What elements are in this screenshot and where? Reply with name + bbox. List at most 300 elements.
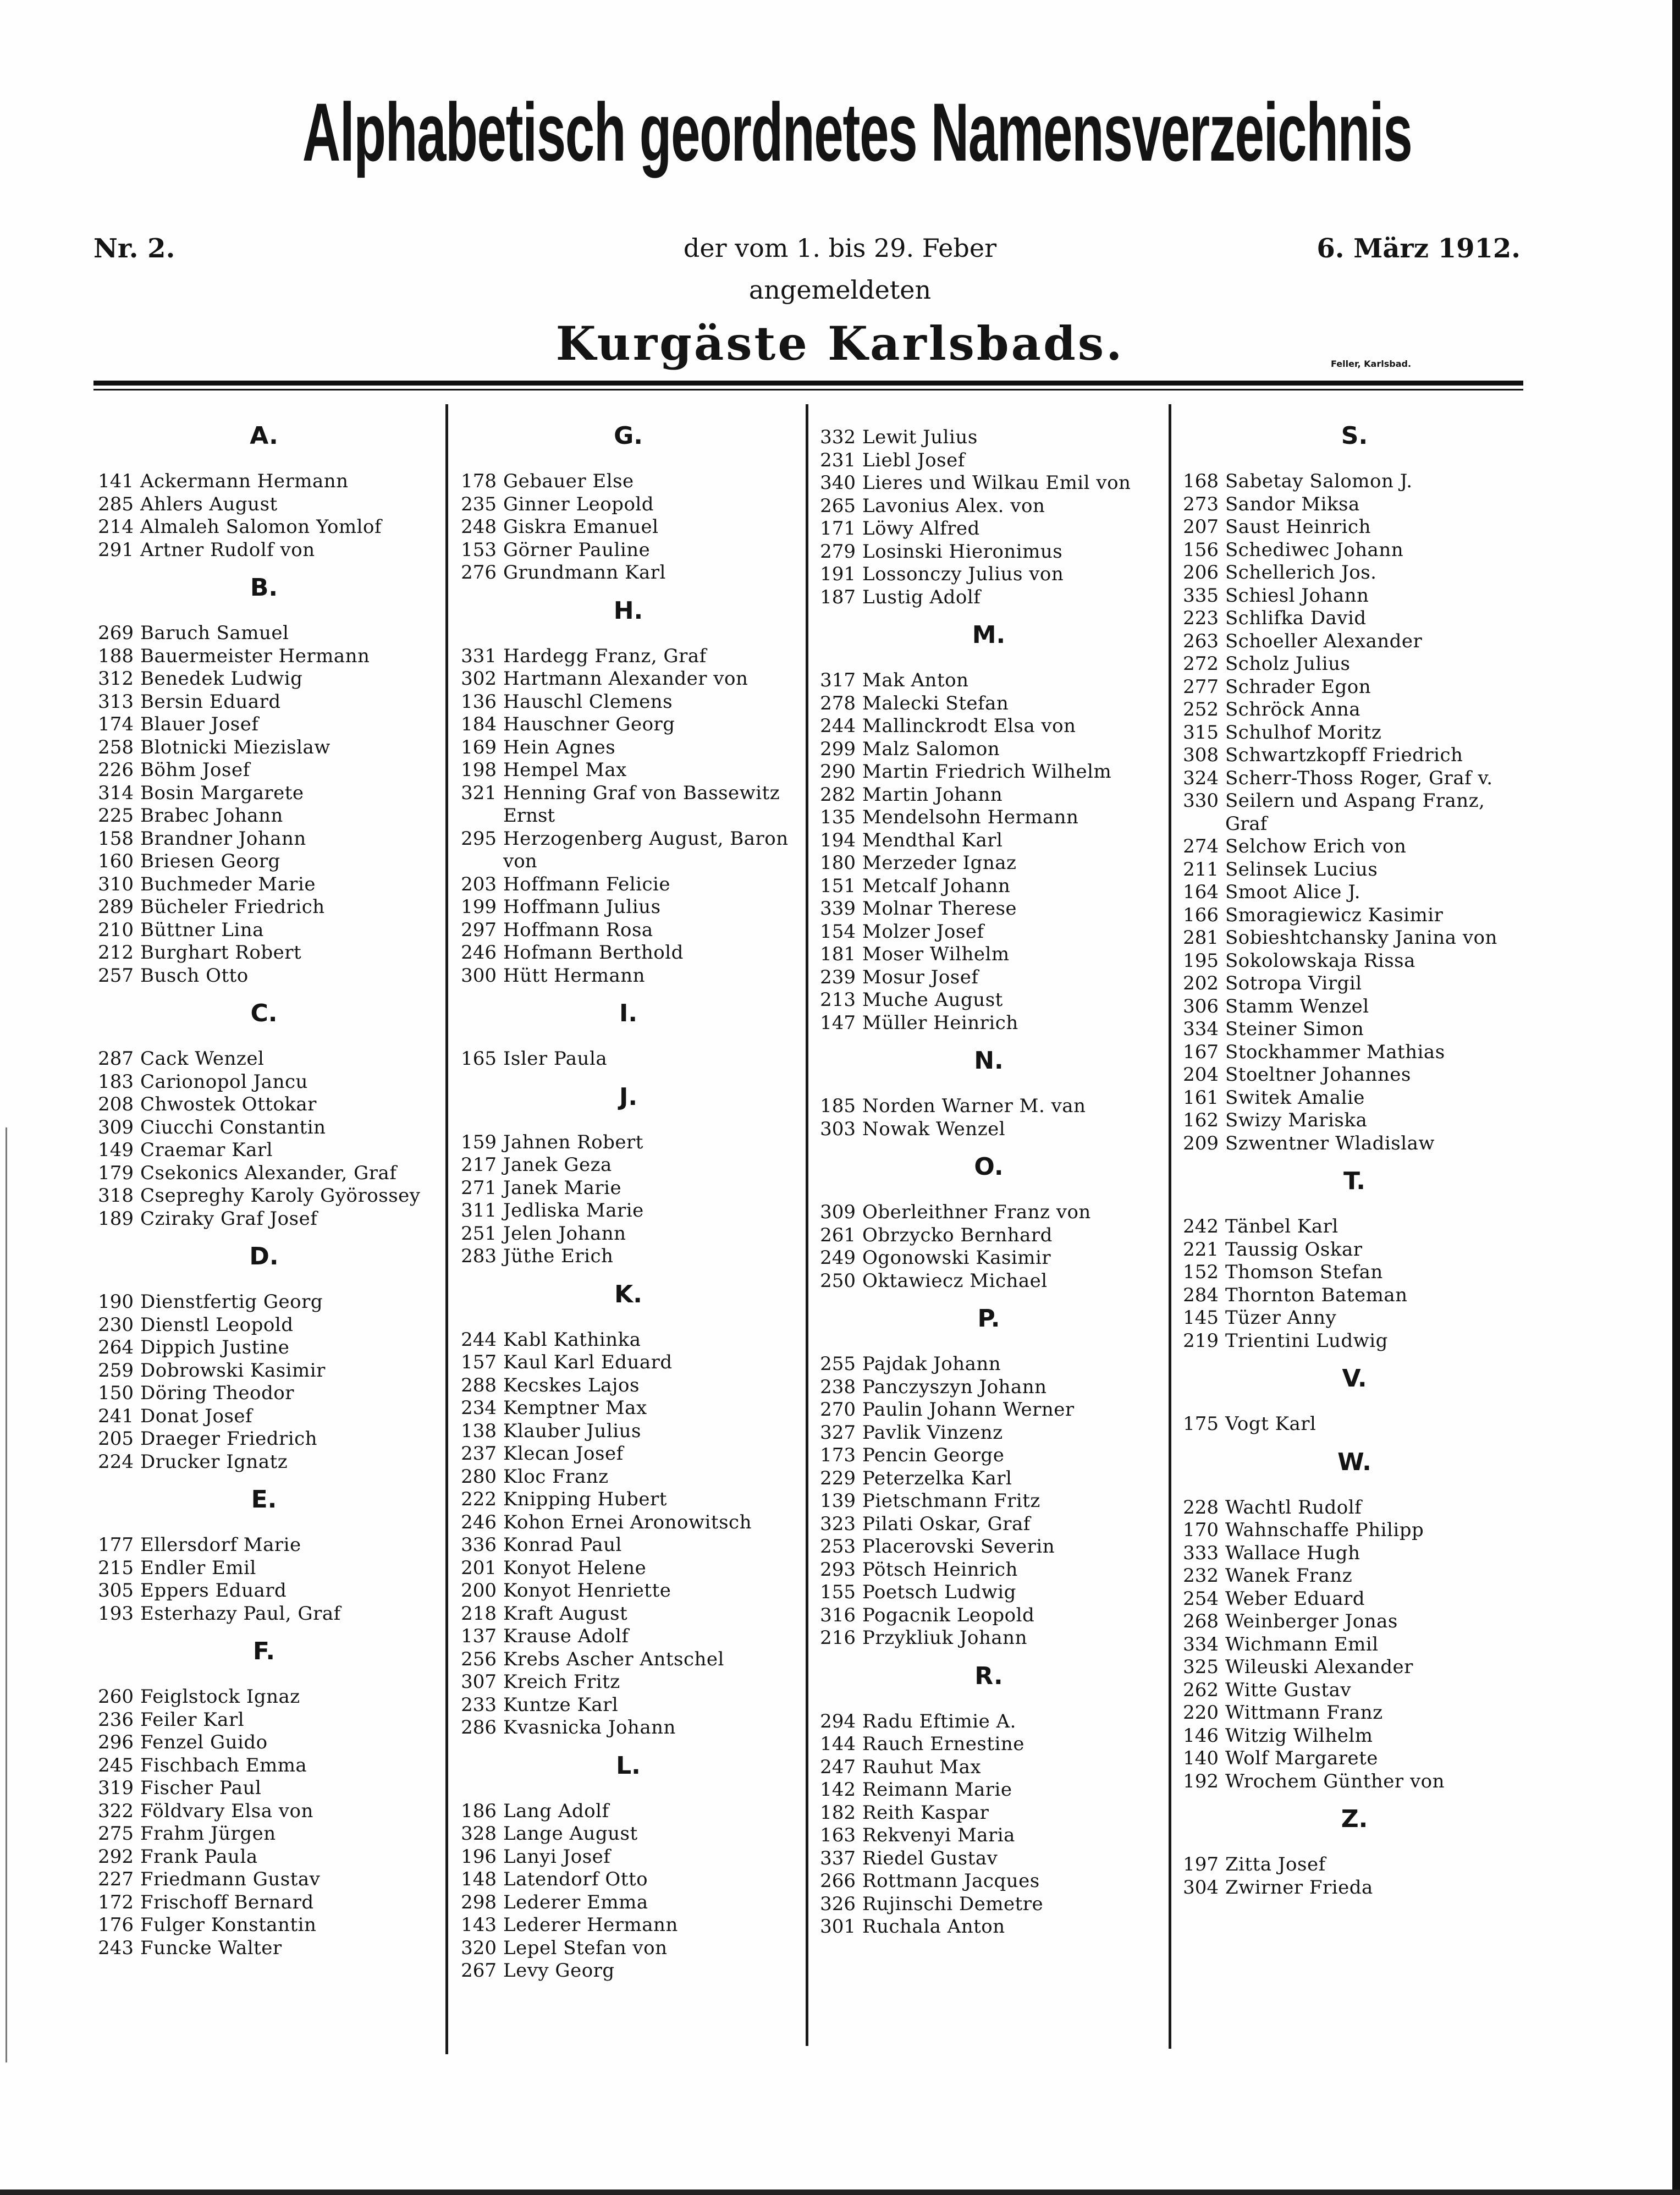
guest-entry	[1176, 1565, 1533, 1588]
guest-number: 228	[1183, 1496, 1219, 1519]
guest-entry	[454, 1131, 803, 1154]
letter-section	[454, 596, 803, 988]
guest-number: 194	[820, 829, 856, 851]
column-2	[454, 415, 803, 1983]
guest-entry	[813, 1376, 1165, 1399]
guest-number: 159	[461, 1131, 497, 1153]
guest-number: 210	[98, 918, 134, 941]
guest-number: 170	[1183, 1519, 1219, 1541]
guest-entry	[454, 1245, 803, 1268]
guest-name: Rekvenyi Maria	[862, 1824, 1015, 1846]
guest-name-continued: von	[503, 850, 537, 872]
guest-entry	[813, 1444, 1165, 1467]
guest-name: Pogacnik Leopold	[862, 1604, 1035, 1626]
guest-entry	[91, 1116, 437, 1140]
guest-entry	[813, 1756, 1165, 1779]
guest-entry	[1176, 1702, 1533, 1725]
guest-name: Schiesl Johann	[1225, 584, 1369, 607]
guest-entry	[1176, 1109, 1533, 1132]
guest-entry	[1176, 1877, 1533, 1900]
guest-entry	[454, 1177, 803, 1200]
guest-name: Vogt Karl	[1225, 1413, 1317, 1435]
guest-number: 310	[98, 873, 134, 895]
guest-entry	[91, 1185, 437, 1208]
guest-number: 331	[461, 645, 497, 667]
guest-name: Placerovski Severin	[862, 1536, 1055, 1558]
guest-number: 309	[820, 1201, 856, 1223]
guest-name: Artner Rudolf von	[140, 538, 315, 561]
guest-number: 225	[98, 805, 134, 827]
guest-name: Mendelsohn Hermann	[862, 806, 1079, 828]
guest-number: 297	[461, 918, 497, 941]
guest-entry	[454, 896, 803, 919]
guest-number: 255	[820, 1353, 856, 1375]
guest-entry	[454, 1466, 803, 1489]
guest-number: 332	[820, 426, 856, 448]
issue-date: 6. März 1912.	[1317, 233, 1521, 264]
guest-name: Schlifka David	[1225, 607, 1367, 629]
guest-number: 180	[820, 852, 856, 874]
guest-name: Sobieshtchansky Janina von	[1225, 927, 1497, 949]
guest-name: Janek Marie	[503, 1176, 622, 1199]
guest-number: 175	[1183, 1413, 1219, 1435]
guest-entry	[1176, 1770, 1533, 1794]
letter-section	[1176, 1169, 1533, 1352]
guest-name: Fischbach Emma	[140, 1754, 307, 1776]
guest-name: Oberleithner Franz von	[862, 1201, 1091, 1223]
guest-number: 244	[820, 715, 856, 737]
letter-section	[813, 1664, 1165, 1939]
guest-entry	[91, 1451, 437, 1474]
guest-entry	[454, 1534, 803, 1557]
guest-entry	[91, 850, 437, 873]
guest-name: Schediwec Johann	[1225, 538, 1404, 561]
guest-entry	[91, 1314, 437, 1337]
guest-entry	[91, 1823, 437, 1846]
guest-name: Büttner Lina	[140, 918, 264, 941]
guest-number: 248	[461, 516, 497, 538]
guest-name: Riedel Gustav	[862, 1847, 998, 1869]
letter-section	[1176, 1367, 1533, 1436]
guest-name: Pavlik Vinzenz	[862, 1421, 1003, 1444]
guest-name: Liebl Josef	[862, 449, 965, 471]
guest-name: Benedek Ludwig	[140, 668, 303, 690]
guest-number: 233	[461, 1693, 497, 1716]
guest-entry	[813, 1627, 1165, 1650]
guest-number: 320	[461, 1937, 497, 1959]
guest-entry	[91, 1731, 437, 1754]
guest-name: Hoffmann Rosa	[503, 918, 653, 941]
guest-entry	[813, 1247, 1165, 1270]
guest-number: 289	[98, 896, 134, 918]
guest-entry	[91, 1754, 437, 1778]
guest-name: Seilern und Aspang Franz,	[1225, 790, 1485, 812]
guest-name: Busch Otto	[140, 964, 249, 987]
guest-number: 164	[1183, 881, 1219, 903]
guest-name: Kloc Franz	[503, 1465, 609, 1488]
section-letter: E.	[251, 1486, 277, 1514]
guest-name: Lavonius Alex. von	[862, 494, 1045, 517]
guest-number: 308	[1183, 744, 1219, 766]
guest-name: Fenzel Guido	[140, 1731, 268, 1753]
guest-name: Krause Adolf	[503, 1625, 629, 1647]
guest-entry	[91, 1709, 437, 1732]
guest-entry	[813, 1353, 1165, 1376]
guest-name: Lossonczy Julius von	[862, 563, 1064, 585]
guest-number: 221	[1183, 1238, 1219, 1261]
guest-number: 197	[1183, 1853, 1219, 1875]
guest-entry	[91, 1603, 437, 1626]
guest-entry	[1176, 1284, 1533, 1307]
guest-name: Konrad Paul	[503, 1534, 622, 1556]
guest-entry	[813, 1270, 1165, 1293]
guest-number: 162	[1183, 1109, 1219, 1131]
guest-name: Craemar Karl	[140, 1139, 273, 1161]
guest-number: 268	[1183, 1610, 1219, 1632]
guest-entry	[91, 1868, 437, 1891]
guest-number: 226	[98, 759, 134, 781]
guest-entry	[1176, 698, 1533, 722]
guest-name: Smoragiewicz Kasimir	[1225, 904, 1444, 926]
guest-number: 147	[820, 1011, 856, 1034]
guest-number: 281	[1183, 927, 1219, 949]
guest-number: 135	[820, 806, 856, 828]
guest-entry	[1176, 1588, 1533, 1611]
guest-entry	[1176, 722, 1533, 745]
guest-entry	[454, 516, 803, 539]
guest-entry	[1176, 972, 1533, 995]
guest-entry	[454, 470, 803, 493]
guest-name-continued: Ernst	[503, 805, 555, 827]
guest-number: 326	[820, 1893, 856, 1915]
guest-name: Dienstl Leopold	[140, 1313, 294, 1336]
section-letter: O.	[974, 1153, 1004, 1181]
guest-name: Kreich Fritz	[503, 1671, 620, 1693]
guest-number: 140	[1183, 1747, 1219, 1769]
guest-number: 303	[820, 1118, 856, 1140]
guest-entry	[813, 966, 1165, 989]
guest-name: Smoot Alice J.	[1225, 881, 1361, 903]
guest-entry	[813, 1710, 1165, 1734]
guest-number: 203	[461, 873, 497, 895]
guest-entry	[91, 668, 437, 691]
guest-entry	[1176, 1497, 1533, 1520]
letter-section	[91, 424, 437, 562]
guest-entry	[1176, 1064, 1533, 1087]
guest-number: 298	[461, 1891, 497, 1913]
guest-entry	[454, 1868, 803, 1891]
guest-number: 311	[461, 1200, 497, 1222]
guest-entry	[454, 736, 803, 760]
guest-entry	[454, 942, 803, 965]
guest-number: 149	[98, 1139, 134, 1161]
guest-name: Weber Eduard	[1225, 1587, 1365, 1610]
guest-name: Briesen Georg	[140, 850, 280, 872]
guest-number: 269	[98, 622, 134, 644]
guest-number: 293	[820, 1558, 856, 1581]
guest-number: 282	[820, 783, 856, 806]
guest-name: Hempel Max	[503, 759, 627, 781]
guest-number: 288	[461, 1374, 497, 1396]
guest-name: Giskra Emanuel	[503, 516, 659, 538]
section-letter: L.	[616, 1751, 641, 1780]
guest-name: Lepel Stefan von	[503, 1937, 668, 1959]
guest-number: 138	[461, 1420, 497, 1442]
guest-entry	[91, 1557, 437, 1580]
guest-name: Wachtl Rudolf	[1225, 1496, 1362, 1519]
guest-number: 154	[820, 920, 856, 943]
letter-section	[454, 1082, 803, 1268]
guest-number: 261	[820, 1224, 856, 1246]
guest-number: 211	[1183, 858, 1219, 881]
guest-number: 318	[98, 1185, 134, 1207]
guest-name: Molzer Josef	[862, 920, 984, 943]
guest-name: Ellersdorf Marie	[140, 1534, 301, 1556]
guest-entry	[813, 829, 1165, 852]
guest-name: Mallinckrodt Elsa von	[862, 715, 1076, 737]
guest-entry	[1176, 539, 1533, 562]
guest-name: Endler Emil	[140, 1556, 256, 1579]
guest-entry	[1176, 790, 1533, 813]
guest-entry	[454, 645, 803, 668]
guest-name: Hütt Hermann	[503, 964, 646, 987]
guest-entry	[91, 1937, 437, 1960]
guest-number: 279	[820, 540, 856, 563]
guest-name: Paulin Johann Werner	[862, 1399, 1075, 1421]
guest-number: 198	[461, 759, 497, 781]
guest-entry	[454, 1443, 803, 1466]
guest-name: Wrochem Günther von	[1225, 1770, 1445, 1792]
guest-name: Kabl Kathinka	[503, 1328, 641, 1351]
guest-entry	[91, 919, 437, 942]
guest-name: Konyot Helene	[503, 1556, 647, 1579]
guest-entry	[813, 518, 1165, 541]
guest-name: Ciucchi Constantin	[140, 1116, 326, 1138]
guest-number: 251	[461, 1222, 497, 1245]
guest-entry	[1176, 1633, 1533, 1657]
guest-entry	[1176, 585, 1533, 608]
guest-number: 299	[820, 738, 856, 760]
guest-name: Wichmann Emil	[1225, 1633, 1379, 1655]
header-rule-thin	[93, 389, 1523, 390]
guest-number: 137	[461, 1625, 497, 1647]
guest-number: 214	[98, 516, 134, 538]
guest-name: Tüzer Anny	[1225, 1307, 1337, 1329]
guest-number: 223	[1183, 607, 1219, 629]
guest-number: 218	[461, 1602, 497, 1625]
column-1	[91, 415, 437, 1960]
guest-entry	[454, 1891, 803, 1915]
guest-entry	[1176, 470, 1533, 493]
letter-section	[813, 623, 1165, 1035]
guest-entry	[1176, 1239, 1533, 1262]
guest-name: Chwostek Ottokar	[140, 1093, 317, 1115]
guest-number: 204	[1183, 1064, 1219, 1086]
guest-entry	[813, 1513, 1165, 1536]
guest-name: Hein Agnes	[503, 736, 616, 758]
guest-entry	[813, 738, 1165, 761]
guest-number: 260	[98, 1686, 134, 1708]
guest-entry	[454, 1397, 803, 1420]
guest-entry	[91, 1914, 437, 1937]
guest-entry	[454, 1329, 803, 1352]
guest-number: 151	[820, 874, 856, 897]
guest-entry	[454, 1580, 803, 1603]
guest-entry	[454, 1200, 803, 1223]
guest-number: 171	[820, 518, 856, 540]
guest-number: 257	[98, 964, 134, 987]
guest-number: 302	[461, 668, 497, 690]
guest-number: 195	[1183, 949, 1219, 972]
guest-entry	[454, 1625, 803, 1648]
guest-name: Rottmann Jacques	[862, 1870, 1040, 1892]
guest-number: 278	[820, 692, 856, 714]
column-divider	[1169, 404, 1171, 2049]
guest-name: Pötsch Heinrich	[862, 1558, 1018, 1581]
guest-name: Sotropa Virgil	[1225, 972, 1362, 994]
guest-name: Schulhof Moritz	[1225, 721, 1382, 744]
guest-entry	[91, 539, 437, 562]
guest-entry	[91, 1071, 437, 1094]
guest-entry	[1176, 904, 1533, 927]
guest-entry	[1176, 744, 1533, 767]
guest-entry	[454, 828, 803, 851]
guest-entry	[91, 782, 437, 805]
column-divider	[806, 404, 808, 2046]
guest-name: Carionopol Jancu	[140, 1070, 308, 1093]
guest-entry	[813, 715, 1165, 738]
guest-entry	[454, 1648, 803, 1671]
section-letter: N.	[974, 1047, 1004, 1075]
guest-entry	[1176, 1132, 1533, 1156]
guest-name: Fulger Konstantin	[140, 1914, 317, 1936]
guest-entry	[813, 1802, 1165, 1825]
guest-entry	[454, 1374, 803, 1398]
guest-entry	[1176, 1853, 1533, 1877]
guest-name: Thornton Bateman	[1225, 1284, 1408, 1306]
guest-name: Hardegg Franz, Graf	[503, 645, 707, 667]
guest-name-continued: Graf	[1225, 812, 1268, 835]
guest-number: 139	[820, 1490, 856, 1512]
guest-entry	[1176, 607, 1533, 630]
guest-name: Lang Adolf	[503, 1800, 609, 1822]
guest-name: Wileuski Alexander	[1225, 1656, 1413, 1678]
guest-number: 253	[820, 1536, 856, 1558]
guest-number: 202	[1183, 972, 1219, 994]
guest-number: 316	[820, 1604, 856, 1626]
guest-entry	[1176, 676, 1533, 699]
guest-name: Esterhazy Paul, Graf	[140, 1602, 341, 1625]
guest-name: Rauhut Max	[862, 1756, 982, 1778]
guest-entry	[1176, 1542, 1533, 1565]
guest-number: 334	[1183, 1018, 1219, 1040]
section-letter: W.	[1337, 1448, 1371, 1476]
guest-name: Scherr-Thoss Roger, Graf v.	[1225, 767, 1493, 789]
guest-entry	[813, 669, 1165, 692]
letter-section	[91, 1637, 437, 1960]
guest-number: 206	[1183, 562, 1219, 584]
header-rule-thick	[93, 381, 1523, 386]
guest-number: 317	[820, 669, 856, 691]
guest-entry	[1176, 1413, 1533, 1436]
guest-name: Mendthal Karl	[862, 829, 1003, 851]
guest-name: Tänbel Karl	[1225, 1215, 1339, 1237]
guest-number: 246	[461, 1511, 497, 1533]
guest-name: Hauschner Georg	[503, 713, 675, 735]
guest-number: 178	[461, 470, 497, 492]
guest-entry	[454, 539, 803, 562]
guest-entry	[1176, 1610, 1533, 1633]
guest-entry	[91, 1162, 437, 1185]
guest-name: Przykliuk Johann	[862, 1627, 1027, 1649]
guest-number: 201	[461, 1556, 497, 1579]
guest-number: 215	[98, 1556, 134, 1579]
guest-number: 263	[1183, 630, 1219, 652]
guest-name: Krebs Ascher Antschel	[503, 1648, 724, 1670]
guest-number: 150	[98, 1382, 134, 1404]
guest-number: 183	[98, 1070, 134, 1093]
guest-number: 136	[461, 690, 497, 713]
guest-name: Lederer Hermann	[503, 1914, 678, 1936]
guest-number: 174	[98, 713, 134, 735]
guest-number: 267	[461, 1960, 497, 1982]
guest-number: 252	[1183, 698, 1219, 720]
section-letter: H.	[613, 596, 643, 625]
guest-entry	[813, 1779, 1165, 1802]
guest-name: Herzogenberg August, Baron	[503, 827, 789, 850]
guest-name: Saust Heinrich	[1225, 516, 1371, 538]
section-letter: R.	[974, 1662, 1003, 1690]
guest-entry	[91, 1405, 437, 1428]
guest-entry	[1176, 767, 1533, 790]
guest-number: 173	[820, 1444, 856, 1466]
guest-name: Bauermeister Hermann	[140, 645, 370, 667]
guest-name: Görner Pauline	[503, 538, 651, 561]
guest-number: 314	[98, 782, 134, 804]
guest-name: Lange August	[503, 1823, 638, 1845]
guest-number: 277	[1183, 675, 1219, 698]
guest-name: Dippich Justine	[140, 1336, 290, 1358]
guest-name: Kaul Karl Eduard	[503, 1351, 673, 1373]
guest-name: Swizy Mariska	[1225, 1109, 1368, 1131]
section-letter: A.	[250, 422, 278, 450]
guest-number: 234	[461, 1397, 497, 1419]
guest-entry	[813, 449, 1165, 472]
guest-entry	[91, 1360, 437, 1383]
section-letter: T.	[1343, 1167, 1366, 1195]
guest-entry	[813, 943, 1165, 966]
guest-entry	[1176, 493, 1533, 516]
guest-name: Radu Eftimie A.	[862, 1710, 1016, 1732]
guest-entry	[91, 1846, 437, 1869]
guest-number: 208	[98, 1093, 134, 1115]
guest-name: Buchmeder Marie	[140, 873, 316, 895]
subtitle-registered: angemeldeten	[748, 275, 932, 305]
guest-entry	[813, 1893, 1165, 1916]
guest-name: Konyot Henriette	[503, 1580, 671, 1602]
guest-number: 148	[461, 1868, 497, 1890]
guest-entry	[91, 896, 437, 919]
guest-number: 250	[820, 1269, 856, 1292]
guest-number: 157	[461, 1351, 497, 1373]
guest-entry	[1176, 927, 1533, 950]
guest-entry	[454, 713, 803, 736]
guest-number: 335	[1183, 584, 1219, 607]
guest-name: Friedmann Gustav	[140, 1868, 321, 1890]
guest-name: Schrader Egon	[1225, 675, 1371, 698]
guest-name: Sandor Miksa	[1225, 493, 1360, 515]
guest-name: Witzig Wilhelm	[1225, 1724, 1373, 1747]
